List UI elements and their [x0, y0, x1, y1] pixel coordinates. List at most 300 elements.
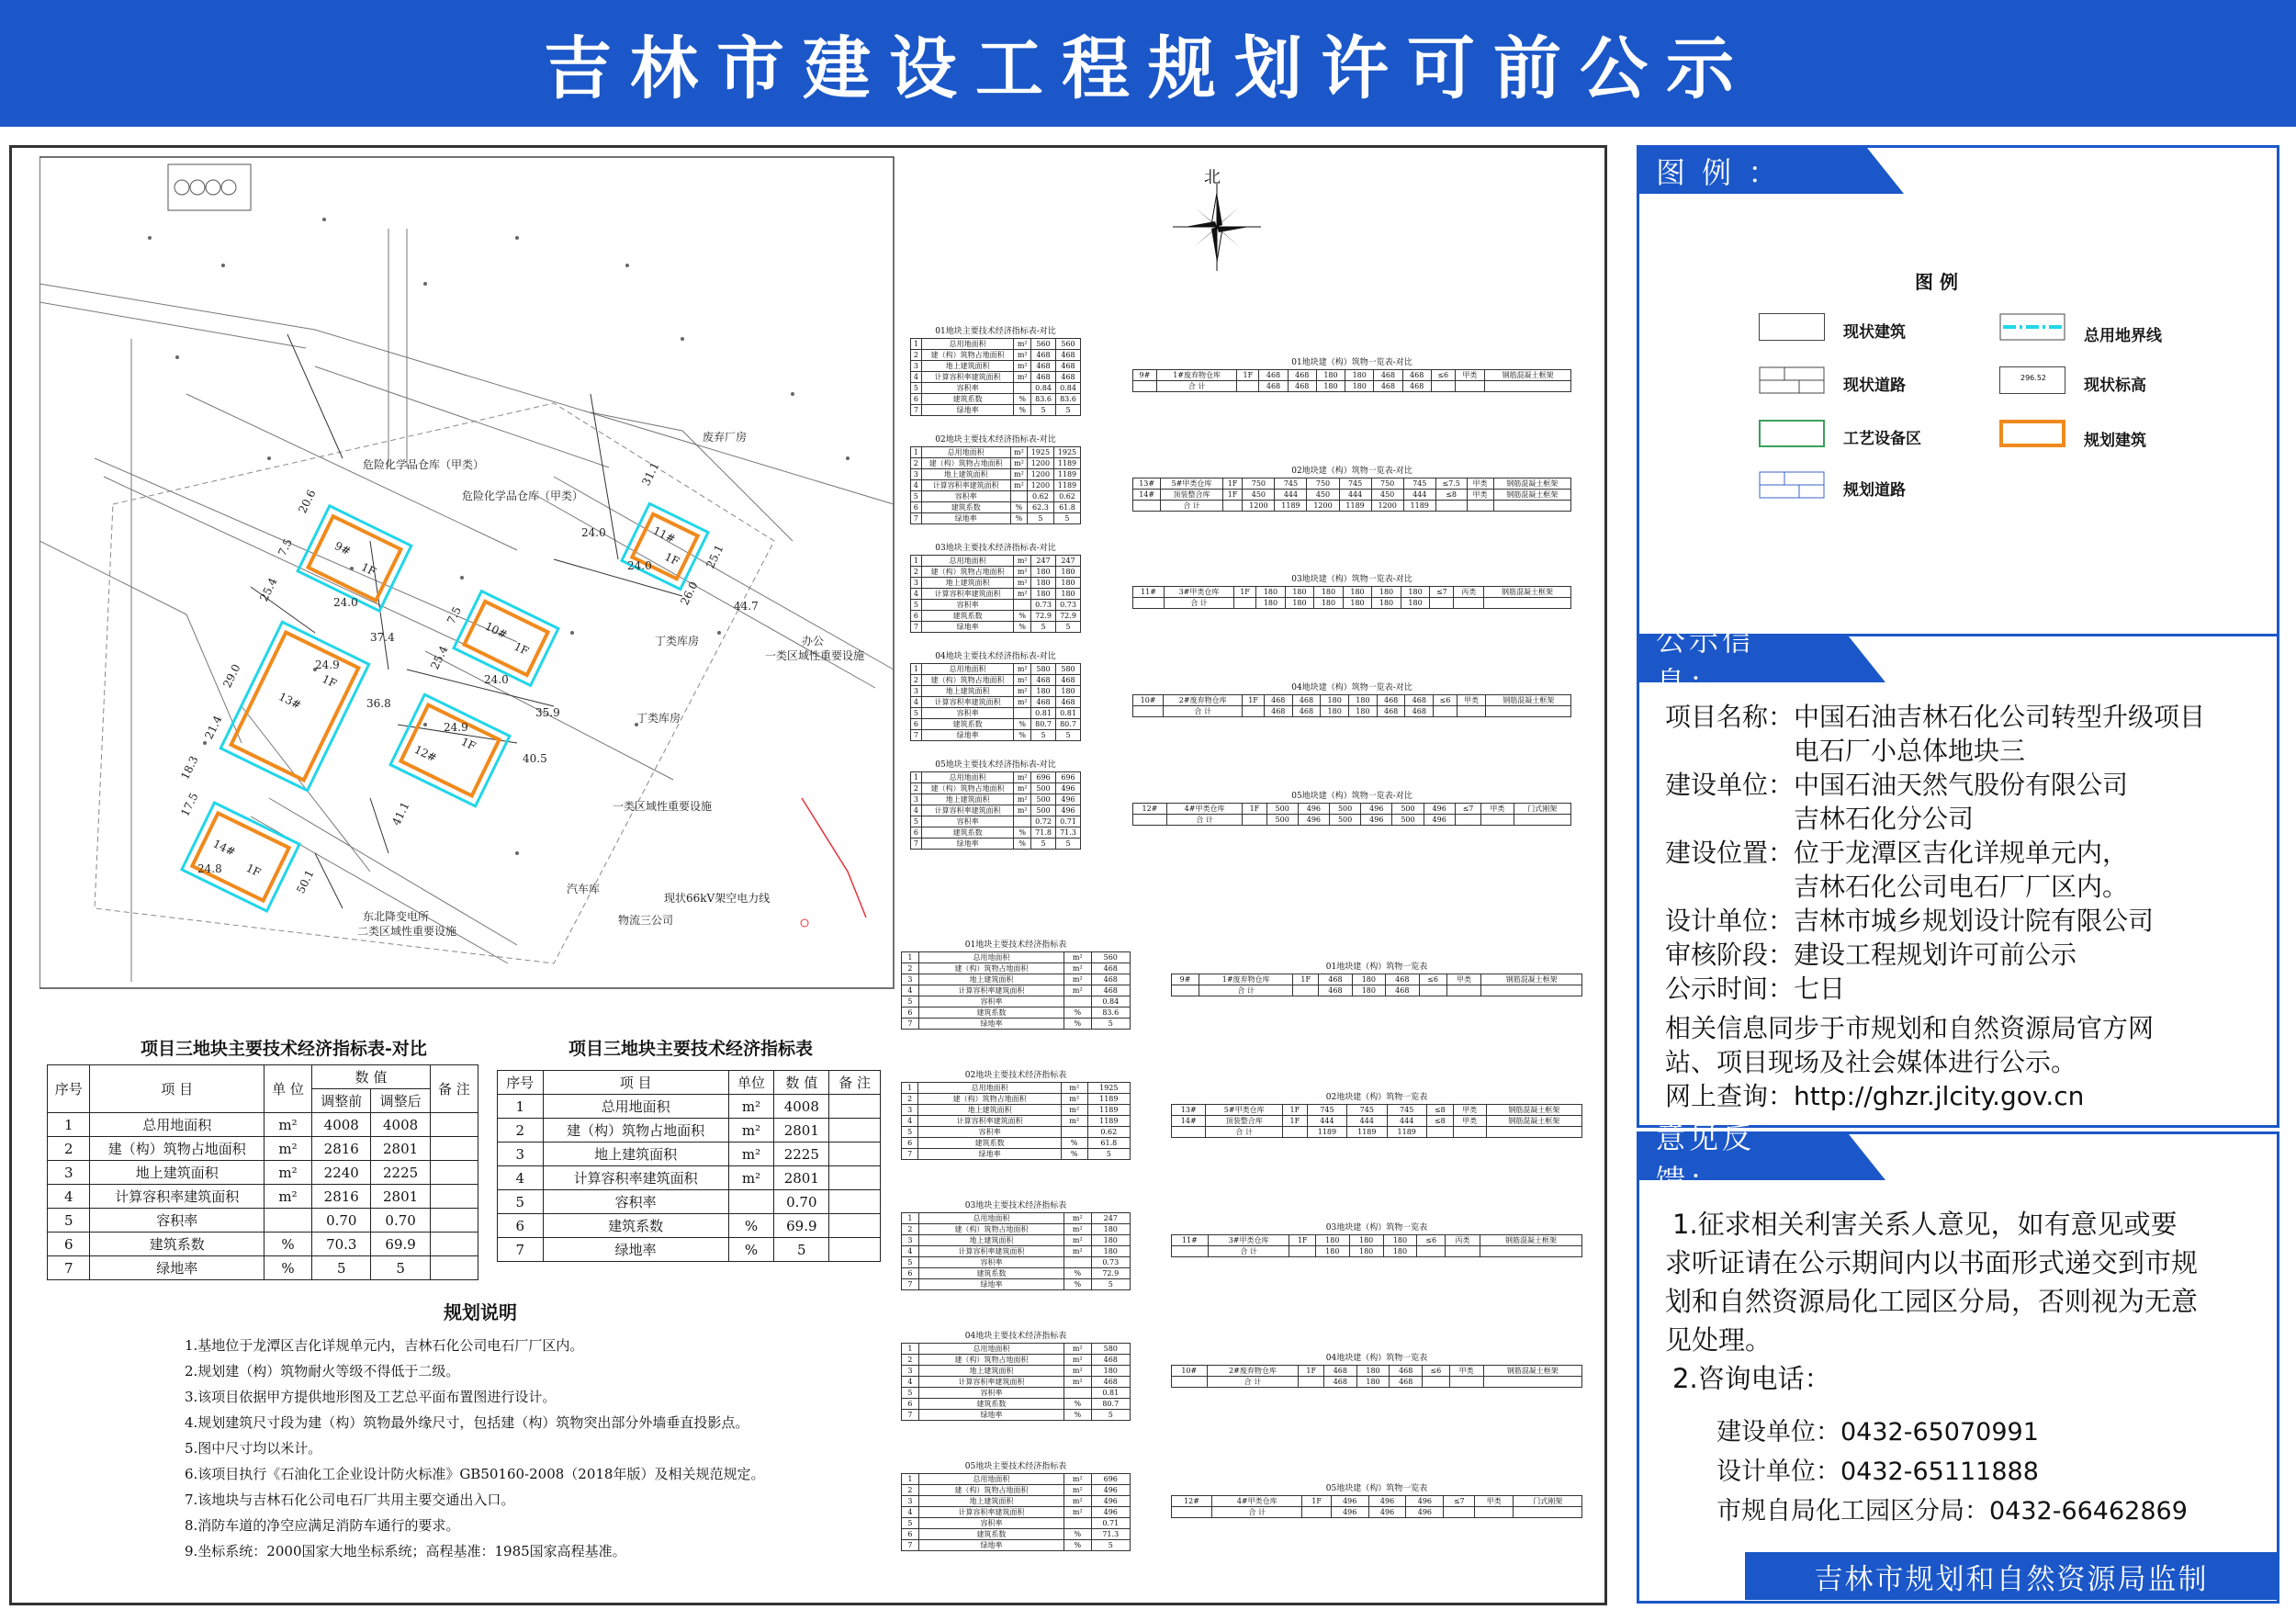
table-cell: 61.8 [1053, 502, 1080, 513]
table-row [911, 480, 1081, 491]
compass-icon [1171, 179, 1263, 280]
legend-process-area: 工艺设备区 [1843, 430, 1921, 448]
table-cell [1010, 491, 1027, 502]
cell-no: 1 [498, 1095, 544, 1119]
mini-table [910, 555, 1081, 633]
mini-table-block [1132, 464, 1571, 512]
mini-table [1171, 1365, 1582, 1388]
table-cell: 合 计 [1208, 1246, 1289, 1257]
dim-label: 25.1 [703, 542, 726, 571]
table-cell [1064, 1388, 1091, 1399]
table-cell: 496 [1406, 1507, 1444, 1518]
table-cell: 468 [1091, 963, 1131, 974]
table-cell: 500 [1031, 805, 1056, 816]
table-cell: 468 [1091, 1377, 1131, 1388]
table-cell: 180 [1031, 567, 1056, 578]
dim-label: 17.5 [178, 790, 201, 819]
table-cell: 2 [902, 1355, 919, 1366]
table-row [911, 772, 1081, 783]
table-row [911, 730, 1081, 741]
note-item: 8.消防车道的净空应满足消防车通行的要求。 [185, 1517, 460, 1534]
table-cell: 180 [1349, 706, 1378, 717]
table-cell: 180 [1372, 598, 1401, 609]
table-row [911, 664, 1081, 675]
table-cell: 顶装整合库 [1206, 1116, 1283, 1127]
mini-table-block [910, 433, 1081, 524]
table-row [911, 469, 1081, 480]
table-cell: m² [1014, 686, 1031, 697]
table-row [911, 578, 1081, 589]
table-row [902, 1138, 1131, 1149]
table-cell: 总用地面积 [921, 339, 1013, 350]
table-row [911, 383, 1081, 394]
table-cell: 180 [1356, 1377, 1390, 1388]
table-cell: 180 [1349, 1246, 1383, 1257]
table-cell: 180 [1316, 370, 1345, 381]
table-cell: 180 [1345, 381, 1374, 392]
mini-table-title: 04地块建（构）筑物一览表-对比 [1291, 683, 1412, 692]
building-13-id: 13# [276, 690, 304, 712]
cell-unit: m² [264, 1137, 311, 1161]
table-cell: 1925 [1087, 1083, 1130, 1094]
feedback-line: 求听证请在公示期间内以书面形式递交到市规 [1665, 1247, 2199, 1278]
table-cell: 180 [1343, 587, 1372, 598]
table-row [498, 1119, 881, 1143]
table-cell: 83.6 [1031, 394, 1056, 405]
table-cell: m² [1064, 1377, 1091, 1388]
table-cell: 0.72 [1031, 816, 1056, 827]
table-cell: m² [1061, 1105, 1087, 1116]
table-cell: 468 [1405, 706, 1434, 717]
label-class1: 一类区域性重要设施 [613, 800, 713, 813]
table-cell: 180 [1056, 686, 1081, 697]
table-cell: 建（构）筑物占地面积 [921, 783, 1013, 794]
mini-table-block [1132, 789, 1571, 826]
table-cell: 1 [902, 1344, 919, 1355]
table-row [911, 719, 1081, 730]
table-cell: ≤6 [1419, 974, 1446, 985]
table-cell: 2 [911, 567, 922, 578]
table-cell: 1 [911, 556, 922, 567]
building-9-floors: 1F [359, 560, 378, 579]
notes-title: 规划说明 [444, 1301, 517, 1323]
table-cell: 4 [911, 372, 922, 383]
cell-value: 0.70 [774, 1190, 829, 1214]
table-cell: 4 [902, 1116, 918, 1127]
table-cell: 地上建筑面积 [921, 469, 1010, 480]
feedback-line: 2.咨询电话： [1672, 1363, 1831, 1394]
table-cell: m² [1014, 350, 1031, 361]
cell-no: 3 [498, 1143, 544, 1166]
mini-table [1132, 369, 1571, 392]
table-cell: 3#甲类仓库 [1208, 1235, 1289, 1246]
table-cell: 计算容积率建筑面积 [918, 1116, 1061, 1127]
feedback-header [1639, 1120, 1814, 1198]
table-cell: 容积率 [921, 708, 1013, 719]
table-cell [1293, 985, 1319, 996]
table-cell [1481, 985, 1582, 996]
table-cell: 绿地率 [918, 1019, 1064, 1030]
table-cell: 5 [902, 1257, 919, 1268]
table-cell: 合 计 [1206, 1127, 1283, 1138]
mini-table-block [901, 938, 1131, 1030]
table-cell: 5 [1056, 839, 1081, 850]
table-cell: 180 [1321, 706, 1349, 717]
table-cell [1484, 598, 1571, 609]
note-item: 9.坐标系统：2000国家大地坐标系统；高程基准：1985国家高程基准。 [185, 1543, 626, 1559]
table-cell: 1200 [1027, 458, 1053, 469]
table-cell: 468 [1377, 695, 1405, 706]
table-row [1172, 1235, 1582, 1246]
table-cell: 1F [1299, 1366, 1324, 1377]
table-cell: 468 [1288, 381, 1316, 392]
cell-no: 2 [48, 1137, 90, 1161]
cell-unit: % [264, 1256, 311, 1280]
table-cell: 1200 [1027, 469, 1053, 480]
table-cell [1243, 815, 1266, 826]
table-cell: % [1064, 1540, 1091, 1551]
legend-title: 图 例 [1915, 271, 1958, 293]
table-cell: 450 [1307, 490, 1339, 501]
dim-label: 24.9 [444, 721, 468, 734]
table-cell: 11# [1133, 587, 1165, 598]
mini-table-title: 04地块建（构）筑物一览表 [1325, 1354, 1428, 1363]
table-cell: 180 [1285, 598, 1314, 609]
cell-item: 容积率 [543, 1190, 728, 1214]
table-cell: 5#甲类仓库 [1161, 478, 1222, 490]
table-cell: 7 [902, 1019, 919, 1030]
table-row [1172, 1366, 1582, 1377]
table-row [1172, 974, 1582, 985]
cell-no: 2 [498, 1119, 544, 1143]
table-cell: 180 [1321, 695, 1349, 706]
table-cell [1064, 996, 1091, 1007]
table-row [1172, 1127, 1582, 1138]
table-cell: 5 [1091, 1410, 1131, 1421]
table-cell [1172, 1377, 1208, 1388]
table-cell: 5 [911, 708, 922, 719]
table-cell: 甲类 [1455, 370, 1484, 381]
cell-item: 总用地面积 [543, 1095, 728, 1119]
col-after: 调整后 [371, 1089, 430, 1113]
table-cell [1485, 381, 1571, 392]
table-cell: 1 [902, 1213, 919, 1224]
table-cell: 496 [1424, 804, 1455, 815]
table-cell: 计算容积率建筑面积 [921, 372, 1013, 383]
table-cell: m² [1014, 361, 1031, 372]
table-cell: 180 [1091, 1235, 1131, 1246]
table-cell [1064, 1518, 1091, 1529]
main-table-title: 项目三地块主要技术经济指标表 [568, 1039, 814, 1059]
table-cell: 500 [1392, 804, 1424, 815]
table-cell: m² [1064, 952, 1091, 963]
table-cell: % [1064, 1410, 1091, 1421]
table-row [902, 974, 1131, 985]
table-cell: 180 [1343, 598, 1372, 609]
table-cell: % [1064, 1399, 1091, 1410]
table-cell: m² [1014, 697, 1031, 708]
table-cell: 建筑系数 [921, 719, 1013, 730]
table-cell: 468 [1264, 695, 1292, 706]
table-row [498, 1214, 881, 1238]
table-cell: 180 [1256, 587, 1286, 598]
info-header [1639, 623, 1814, 700]
table-cell: 696 [1031, 772, 1056, 783]
table-cell [1282, 1127, 1307, 1138]
table-cell: 247 [1056, 556, 1081, 567]
cell-remark [430, 1256, 478, 1280]
cell-unit: % [728, 1214, 774, 1238]
legend-elev-sample: 296.52 [2020, 374, 2046, 382]
building-12-floors: 1F [458, 735, 478, 753]
table-cell: ≤7.5 [1435, 478, 1467, 490]
table-cell: 建（构）筑物占地面积 [918, 1485, 1064, 1496]
table-row [1133, 490, 1571, 501]
table-cell: ≤7 [1455, 804, 1480, 815]
cell-value: 2801 [774, 1166, 829, 1190]
table-cell: 500 [1266, 815, 1298, 826]
building-10-id: 10# [482, 619, 510, 642]
table-cell: 1925 [1053, 447, 1080, 458]
cell-item: 总用地面积 [90, 1113, 264, 1137]
col-no: 序号 [498, 1071, 544, 1095]
table-cell: 建筑系数 [921, 827, 1013, 839]
table-row [902, 1268, 1131, 1279]
table-cell: 80.7 [1031, 719, 1056, 730]
table-cell [1423, 1377, 1450, 1388]
table-cell: 地上建筑面积 [918, 1366, 1064, 1377]
label-hazchem-b: 危险化学品仓库（甲类） [462, 490, 584, 502]
table-cell [1480, 1246, 1582, 1257]
table-cell: 1F [1233, 587, 1255, 598]
table-cell: 钢筋混凝土框架 [1486, 1116, 1581, 1127]
table-cell: 钢筋混凝土框架 [1485, 370, 1571, 381]
table-row [902, 1399, 1131, 1410]
label-hazchem-a: 危险化学品仓库（甲类） [363, 458, 485, 471]
table-row [902, 1377, 1131, 1388]
table-cell: 5 [911, 383, 922, 394]
legend-header [1639, 148, 1832, 194]
table-cell [1133, 501, 1161, 512]
building-11-floors: 1F [662, 549, 681, 568]
table-cell: 1 [902, 1474, 919, 1485]
col-before: 调整前 [312, 1089, 371, 1113]
table-cell: m² [1061, 1116, 1087, 1127]
table-cell: m² [1064, 1246, 1091, 1257]
table-cell: ≤6 [1423, 1366, 1450, 1377]
table-cell: 0.73 [1031, 600, 1056, 611]
table-cell [1289, 1246, 1315, 1257]
table-cell: 建筑系数 [921, 502, 1010, 513]
table-cell: 468 [1091, 1355, 1131, 1366]
table-cell: 3 [911, 686, 922, 697]
table-cell: 444 [1387, 1116, 1426, 1127]
table-cell: 9# [1172, 974, 1199, 985]
cell-remark [430, 1185, 478, 1209]
table-row [911, 447, 1081, 458]
table-cell: 496 [1368, 1507, 1406, 1518]
table-row [48, 1233, 478, 1256]
table-cell: 496 [1361, 804, 1392, 815]
mini-table-block [1171, 1351, 1582, 1388]
table-cell: 0.73 [1091, 1257, 1131, 1268]
legend-header-text: 图 例 ： [1656, 155, 1782, 190]
legend-planned-road: 规划道路 [1843, 481, 1906, 500]
table-cell: 丙类 [1454, 587, 1484, 598]
cell-remark [430, 1161, 478, 1185]
table-cell: 钢筋混凝土框架 [1486, 695, 1571, 706]
cell-unit: m² [264, 1113, 311, 1137]
table-cell: % [1061, 1138, 1087, 1149]
dim-label: 24.0 [333, 596, 358, 609]
table-cell: 500 [1392, 815, 1424, 826]
table-cell: m² [1061, 1083, 1087, 1094]
table-cell: 1189 [1087, 1116, 1130, 1127]
mini-table-block [1171, 1090, 1582, 1138]
table-cell: 468 [1386, 985, 1419, 996]
feedback-header-text: 意见反馈： [1656, 1120, 1756, 1198]
table-cell: 5 [1031, 405, 1056, 416]
table-cell: 500 [1031, 783, 1056, 794]
table-cell: 1 [911, 447, 922, 458]
cell-before: 70.3 [312, 1233, 371, 1256]
table-row [902, 1474, 1131, 1485]
dim-label: 37.4 [370, 631, 395, 644]
table-cell: 建筑系数 [918, 1529, 1064, 1540]
table-cell: 180 [1314, 598, 1344, 609]
col-unit: 单位 [728, 1071, 774, 1095]
table-cell: 180 [1383, 1246, 1417, 1257]
table-row [902, 1149, 1131, 1160]
table-cell: 1F [1243, 804, 1266, 815]
table-cell: 468 [1056, 372, 1081, 383]
note-item: 7.该地块与吉林石化公司电石厂共用主要交通出入口。 [185, 1492, 515, 1508]
cell-remark [829, 1143, 881, 1166]
table-cell: 1#废弃物仓库 [1199, 974, 1293, 985]
table-cell: 建（构）筑物占地面积 [921, 350, 1013, 361]
cell-no: 3 [48, 1161, 90, 1185]
table-cell [1061, 1127, 1087, 1138]
table-cell: 2 [902, 1094, 918, 1105]
table-cell [1133, 381, 1157, 392]
cell-after: 5 [371, 1256, 430, 1280]
table-cell: m² [1064, 1474, 1091, 1485]
feedback-header-tail [1812, 1134, 1885, 1180]
table-row [48, 1209, 478, 1233]
cell-value: 2801 [774, 1119, 829, 1143]
table-row [1172, 1246, 1582, 1257]
table-cell: 1F [1289, 1235, 1315, 1246]
table-row [902, 1094, 1131, 1105]
cell-remark [829, 1190, 881, 1214]
table-cell: 4 [911, 480, 922, 491]
table-cell: 容积率 [918, 1518, 1064, 1529]
table-row [1133, 587, 1571, 598]
table-cell: 绿地率 [921, 839, 1013, 850]
cell-unit: m² [728, 1143, 774, 1166]
table-cell: m² [1064, 1366, 1091, 1377]
table-cell [1064, 1257, 1091, 1268]
info-line: 建设位置：位于龙潭区吉化详规单元内， [1665, 838, 2129, 868]
info-line: 设计单位：吉林市城乡规划设计院有限公司 [1665, 906, 2155, 936]
legend-existing-elev: 现状标高 [2084, 377, 2146, 395]
table-cell: 14# [1172, 1116, 1206, 1127]
cell-no: 5 [498, 1190, 544, 1214]
table-row [911, 611, 1081, 622]
label-office: 办公 [802, 635, 825, 647]
table-cell: 5 [902, 1388, 919, 1399]
table-cell: 6 [911, 502, 922, 513]
table-cell: 1189 [1339, 501, 1371, 512]
table-cell: 合 计 [1156, 381, 1236, 392]
table-cell: 0.71 [1056, 816, 1081, 827]
table-row [911, 600, 1081, 611]
table-cell [1426, 1127, 1453, 1138]
table-cell [1444, 1507, 1475, 1518]
table-row [911, 567, 1081, 578]
cell-before: 5 [312, 1256, 371, 1280]
mini-table [1132, 803, 1571, 826]
table-cell: m² [1010, 447, 1027, 458]
table-cell: 180 [1383, 1235, 1417, 1246]
table-cell: 5 [1091, 1540, 1131, 1551]
table-cell: 5 [1056, 405, 1081, 416]
table-cell [1430, 598, 1454, 609]
table-cell: 1 [911, 772, 922, 783]
table-row [1172, 1105, 1582, 1116]
legend-sym-existing-elev [1999, 366, 2065, 394]
table-row [1133, 381, 1571, 392]
table-cell: m² [1061, 1094, 1087, 1105]
table-cell: 745 [1339, 478, 1371, 490]
cell-unit: m² [728, 1166, 774, 1190]
info-panel [1637, 623, 2279, 1128]
cell-no: 7 [498, 1238, 544, 1262]
table-cell: 总用地面积 [921, 772, 1013, 783]
table-cell: m² [1014, 805, 1031, 816]
table-cell: % [1014, 611, 1031, 622]
page-title: 吉林市建设工程规划许可前公示 [544, 29, 1752, 108]
dim-label: 24.9 [315, 659, 340, 671]
cell-before: 2240 [312, 1161, 371, 1185]
info-line: 电石厂小总体地块三 [1665, 736, 2026, 766]
table-cell: 0.62 [1053, 491, 1080, 502]
table-cell: 1200 [1371, 501, 1403, 512]
table-row [911, 686, 1081, 697]
mini-table-title: 04地块主要技术经济指标表 [964, 1332, 1067, 1341]
mini-table [910, 446, 1081, 524]
table-row [902, 1279, 1131, 1290]
table-cell [1419, 985, 1446, 996]
table-cell: 1F [1222, 478, 1243, 490]
table-cell: 496 [1406, 1496, 1444, 1507]
table-cell: 1925 [1027, 447, 1053, 458]
mini-table-title: 02地块主要技术经济指标表-对比 [935, 435, 1056, 445]
table-cell: 4 [902, 985, 919, 996]
table-cell: 1189 [1053, 469, 1080, 480]
dim-label: 24.0 [627, 559, 652, 572]
table-row [498, 1166, 881, 1190]
table-cell: 钢筋混凝土框架 [1486, 1105, 1581, 1116]
mini-table-block [1132, 355, 1571, 392]
table-row [902, 1105, 1131, 1116]
table-cell: 甲类 [1453, 1105, 1486, 1116]
table-cell: 丙类 [1445, 1235, 1480, 1246]
table-cell: 0.62 [1027, 491, 1053, 502]
table-cell: 180 [1256, 598, 1286, 609]
mini-table-title: 01地块建（构）筑物一览表 [1325, 962, 1428, 972]
table-cell: 合 计 [1207, 1377, 1299, 1388]
